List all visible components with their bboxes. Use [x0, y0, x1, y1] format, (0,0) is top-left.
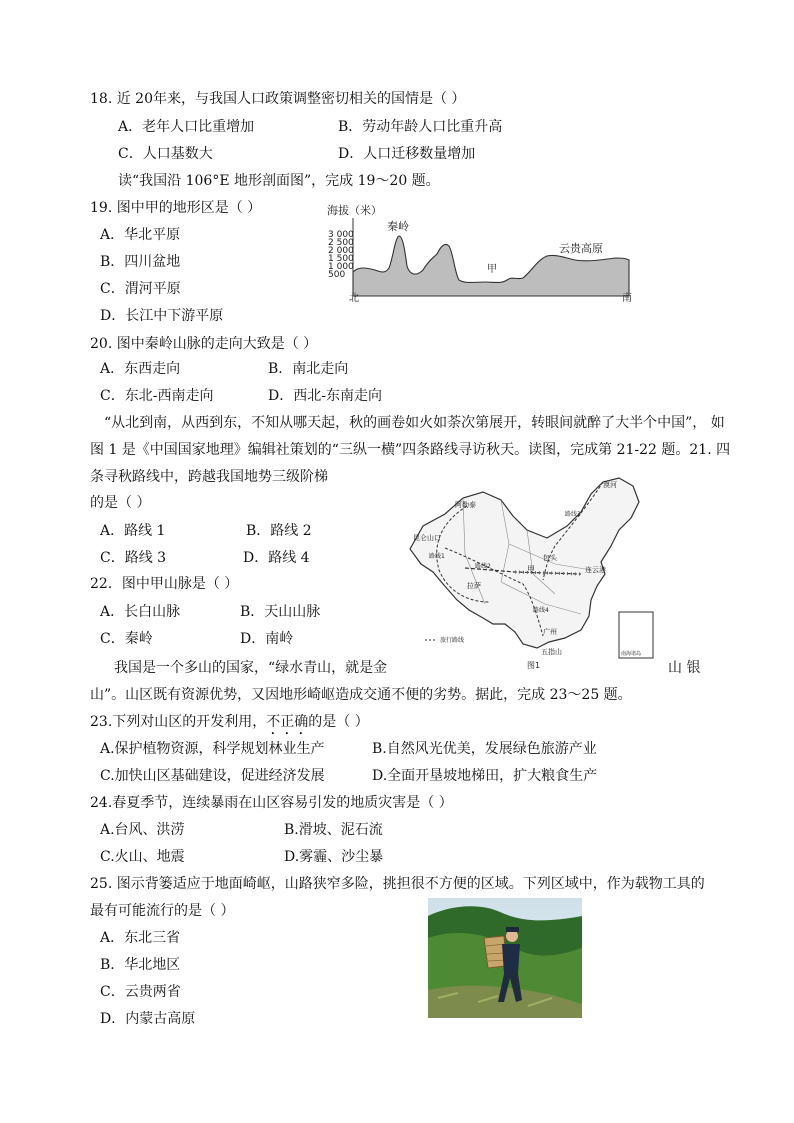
- q22-option-a[interactable]: A．长白山脉: [100, 604, 181, 620]
- map-label-wuzhishan: 五指山: [541, 648, 562, 656]
- q18-option-d[interactable]: D．人口迁移数量增加: [338, 146, 476, 162]
- q20-option-d[interactable]: D．西北-东南走向: [268, 388, 382, 404]
- passage-21-22-line1: “从北到南，从西到东，不知从哪天起，秋的画卷如火如荼次第展开，转眼间就醉了大半个中国”， 如: [104, 415, 725, 431]
- profile-tick: 1 000: [328, 262, 354, 272]
- passage-21-22-line2: 图 1 是《中国国家地理》编辑社策划的“三纵一横”四条路线寻访秋天。读图，完成第 21-22 题。21. 四: [90, 442, 731, 458]
- map-label-nanhai: 南海诸岛: [621, 651, 642, 657]
- q21-stem: 的是（ ）: [90, 495, 151, 511]
- photo-porter-body: [502, 944, 520, 974]
- q25-stem-line1: 25. 图示背篓适应于地面崎岖，山路狭窄多险，挑担很不方便的区域。下列区域中，作为载物工具的: [90, 876, 705, 892]
- q18-stem: 18. 近 20年来，与我国人口政策调整密切相关的国情是（ ）: [90, 91, 466, 107]
- profile-ylabel: 海拔（米）: [327, 204, 382, 217]
- q21-option-b[interactable]: B．路线 2: [246, 523, 312, 539]
- q24-option-a[interactable]: A.台风、洪涝: [100, 822, 185, 838]
- q24-stem: 24.春夏季节，连续暴雨在山区容易引发的地质灾害是（ ）: [90, 795, 453, 811]
- passage-23-25-line1: 我国是一个多山的国家，“绿水青山，就是金: [114, 660, 388, 676]
- map-label-baotou: 包头: [543, 554, 557, 562]
- q25-stem-line2: 最有可能流行的是（ ）: [90, 903, 235, 919]
- map-label-lianyungang: 连云港: [585, 566, 606, 574]
- q20-option-b[interactable]: B．南北走向: [268, 361, 349, 377]
- q21-option-a[interactable]: A．路线 1: [100, 523, 166, 539]
- q21-option-d[interactable]: D．路线 4: [243, 550, 310, 566]
- passage-21-22-line3: 条寻秋路线中，跨越我国地势三级阶梯: [90, 469, 328, 485]
- q22-option-c[interactable]: C．秦岭: [100, 631, 153, 647]
- q21-option-c[interactable]: C．路线 3: [100, 550, 167, 566]
- passage-23-25-line2: 山”。山区既有资源优势，又因地形崎岖造成交通不便的劣势。据此，完成 23～25 题。: [90, 687, 632, 703]
- q23-option-d[interactable]: D.全面开垦坡地梯田，扩大粮食生产: [372, 768, 598, 784]
- q22-option-d[interactable]: D．南岭: [240, 631, 294, 647]
- map-legend-label: 旅行路线: [440, 637, 465, 644]
- porter-basket-photo: [428, 898, 582, 1018]
- map-label-jia: 甲: [527, 565, 535, 574]
- map-label-route-2: 路线2: [475, 563, 491, 570]
- map-label-guangzhou: 广州: [543, 628, 557, 636]
- q25-option-b[interactable]: B．华北地区: [100, 957, 181, 973]
- q18-option-b[interactable]: B．劳动年龄人口比重升高: [338, 119, 503, 135]
- q24-option-b[interactable]: B.滑坡、泥石流: [284, 822, 383, 838]
- q24-option-d[interactable]: D.雾霾、沙尘暴: [284, 849, 384, 865]
- q23-stem-post: 的是（ ）: [308, 714, 369, 730]
- read-instruction-19-20: 读“我国沿 106°E 地形剖面图”，完成 19～20 题。: [118, 173, 440, 189]
- q19-option-b[interactable]: B．四川盆地: [100, 254, 181, 270]
- profile-label-jia: 甲: [487, 264, 497, 275]
- terrain-profile-figure: [325, 200, 645, 305]
- map-figure-caption: 图1: [527, 661, 541, 670]
- map-label-route-4: 路线4: [533, 607, 549, 614]
- profile-label-qinling: 秦岭: [387, 220, 409, 233]
- q20-stem: 20. 图中秦岭山脉的走向大致是（ ）: [90, 336, 318, 352]
- q25-option-c[interactable]: C．云贵两省: [100, 984, 181, 1000]
- china-outline: [410, 478, 639, 648]
- q18-option-c[interactable]: C．人口基数大: [118, 146, 213, 162]
- q19-option-d[interactable]: D．长江中下游平原: [100, 308, 224, 324]
- q23-option-a[interactable]: A.保护植物资源，科学规划林业生产: [100, 741, 325, 757]
- china-route-map: [405, 474, 660, 670]
- q25-option-d[interactable]: D．内蒙古高原: [100, 1011, 196, 1027]
- q20-option-a[interactable]: A．东西走向: [100, 361, 181, 377]
- q23-option-c[interactable]: C.加快山区基础建设，促进经济发展: [100, 768, 325, 784]
- q23-stem: [90, 713, 369, 738]
- q22-option-b[interactable]: B．天山山脉: [240, 604, 321, 620]
- map-label-mohe: 漠河: [603, 481, 617, 489]
- q25-option-a[interactable]: A．东北三省: [100, 930, 181, 946]
- passage-23-25-line1-tail: 山 银: [668, 660, 701, 676]
- q19-option-a[interactable]: A．华北平原: [100, 227, 181, 243]
- q22-stem: 22．图中甲山脉是（ ）: [90, 576, 239, 592]
- map-label-route-3: 路线3: [565, 511, 581, 518]
- profile-label-north: 北: [349, 293, 359, 304]
- photo-porter-cap: [506, 927, 519, 932]
- profile-tick: 3 000: [328, 230, 354, 240]
- profile-tick: 1 500: [328, 254, 354, 264]
- q19-stem: 19. 图中甲的地形区是（ ）: [90, 200, 262, 216]
- q20-option-c[interactable]: C．东北-西南走向: [100, 388, 214, 404]
- q23-option-b[interactable]: B.自然风光优美，发展绿色旅游产业: [372, 741, 597, 757]
- q19-option-c[interactable]: C．渭河平原: [100, 281, 181, 297]
- profile-tick: 2 000: [328, 246, 354, 256]
- q23-stem-pre: 23.下列对山区的开发利用，: [90, 714, 267, 730]
- profile-label-yungui: 云贵高原: [559, 242, 603, 255]
- q18-option-a[interactable]: A．老年人口比重增加: [118, 119, 255, 135]
- profile-label-south: 南: [622, 293, 632, 304]
- profile-tick: 2 500: [328, 238, 354, 248]
- profile-tick: 500: [328, 270, 346, 280]
- map-label-kunlun: 昆仑山口: [413, 534, 441, 542]
- map-label-lasa: 拉萨: [467, 582, 481, 590]
- map-label-alatai: 阿勒泰: [455, 501, 476, 509]
- q24-option-c[interactable]: C.火山、地震: [100, 849, 185, 865]
- q23-stem-emphasis: 不正确: [266, 714, 309, 730]
- map-label-route-1: 路线1: [429, 553, 445, 560]
